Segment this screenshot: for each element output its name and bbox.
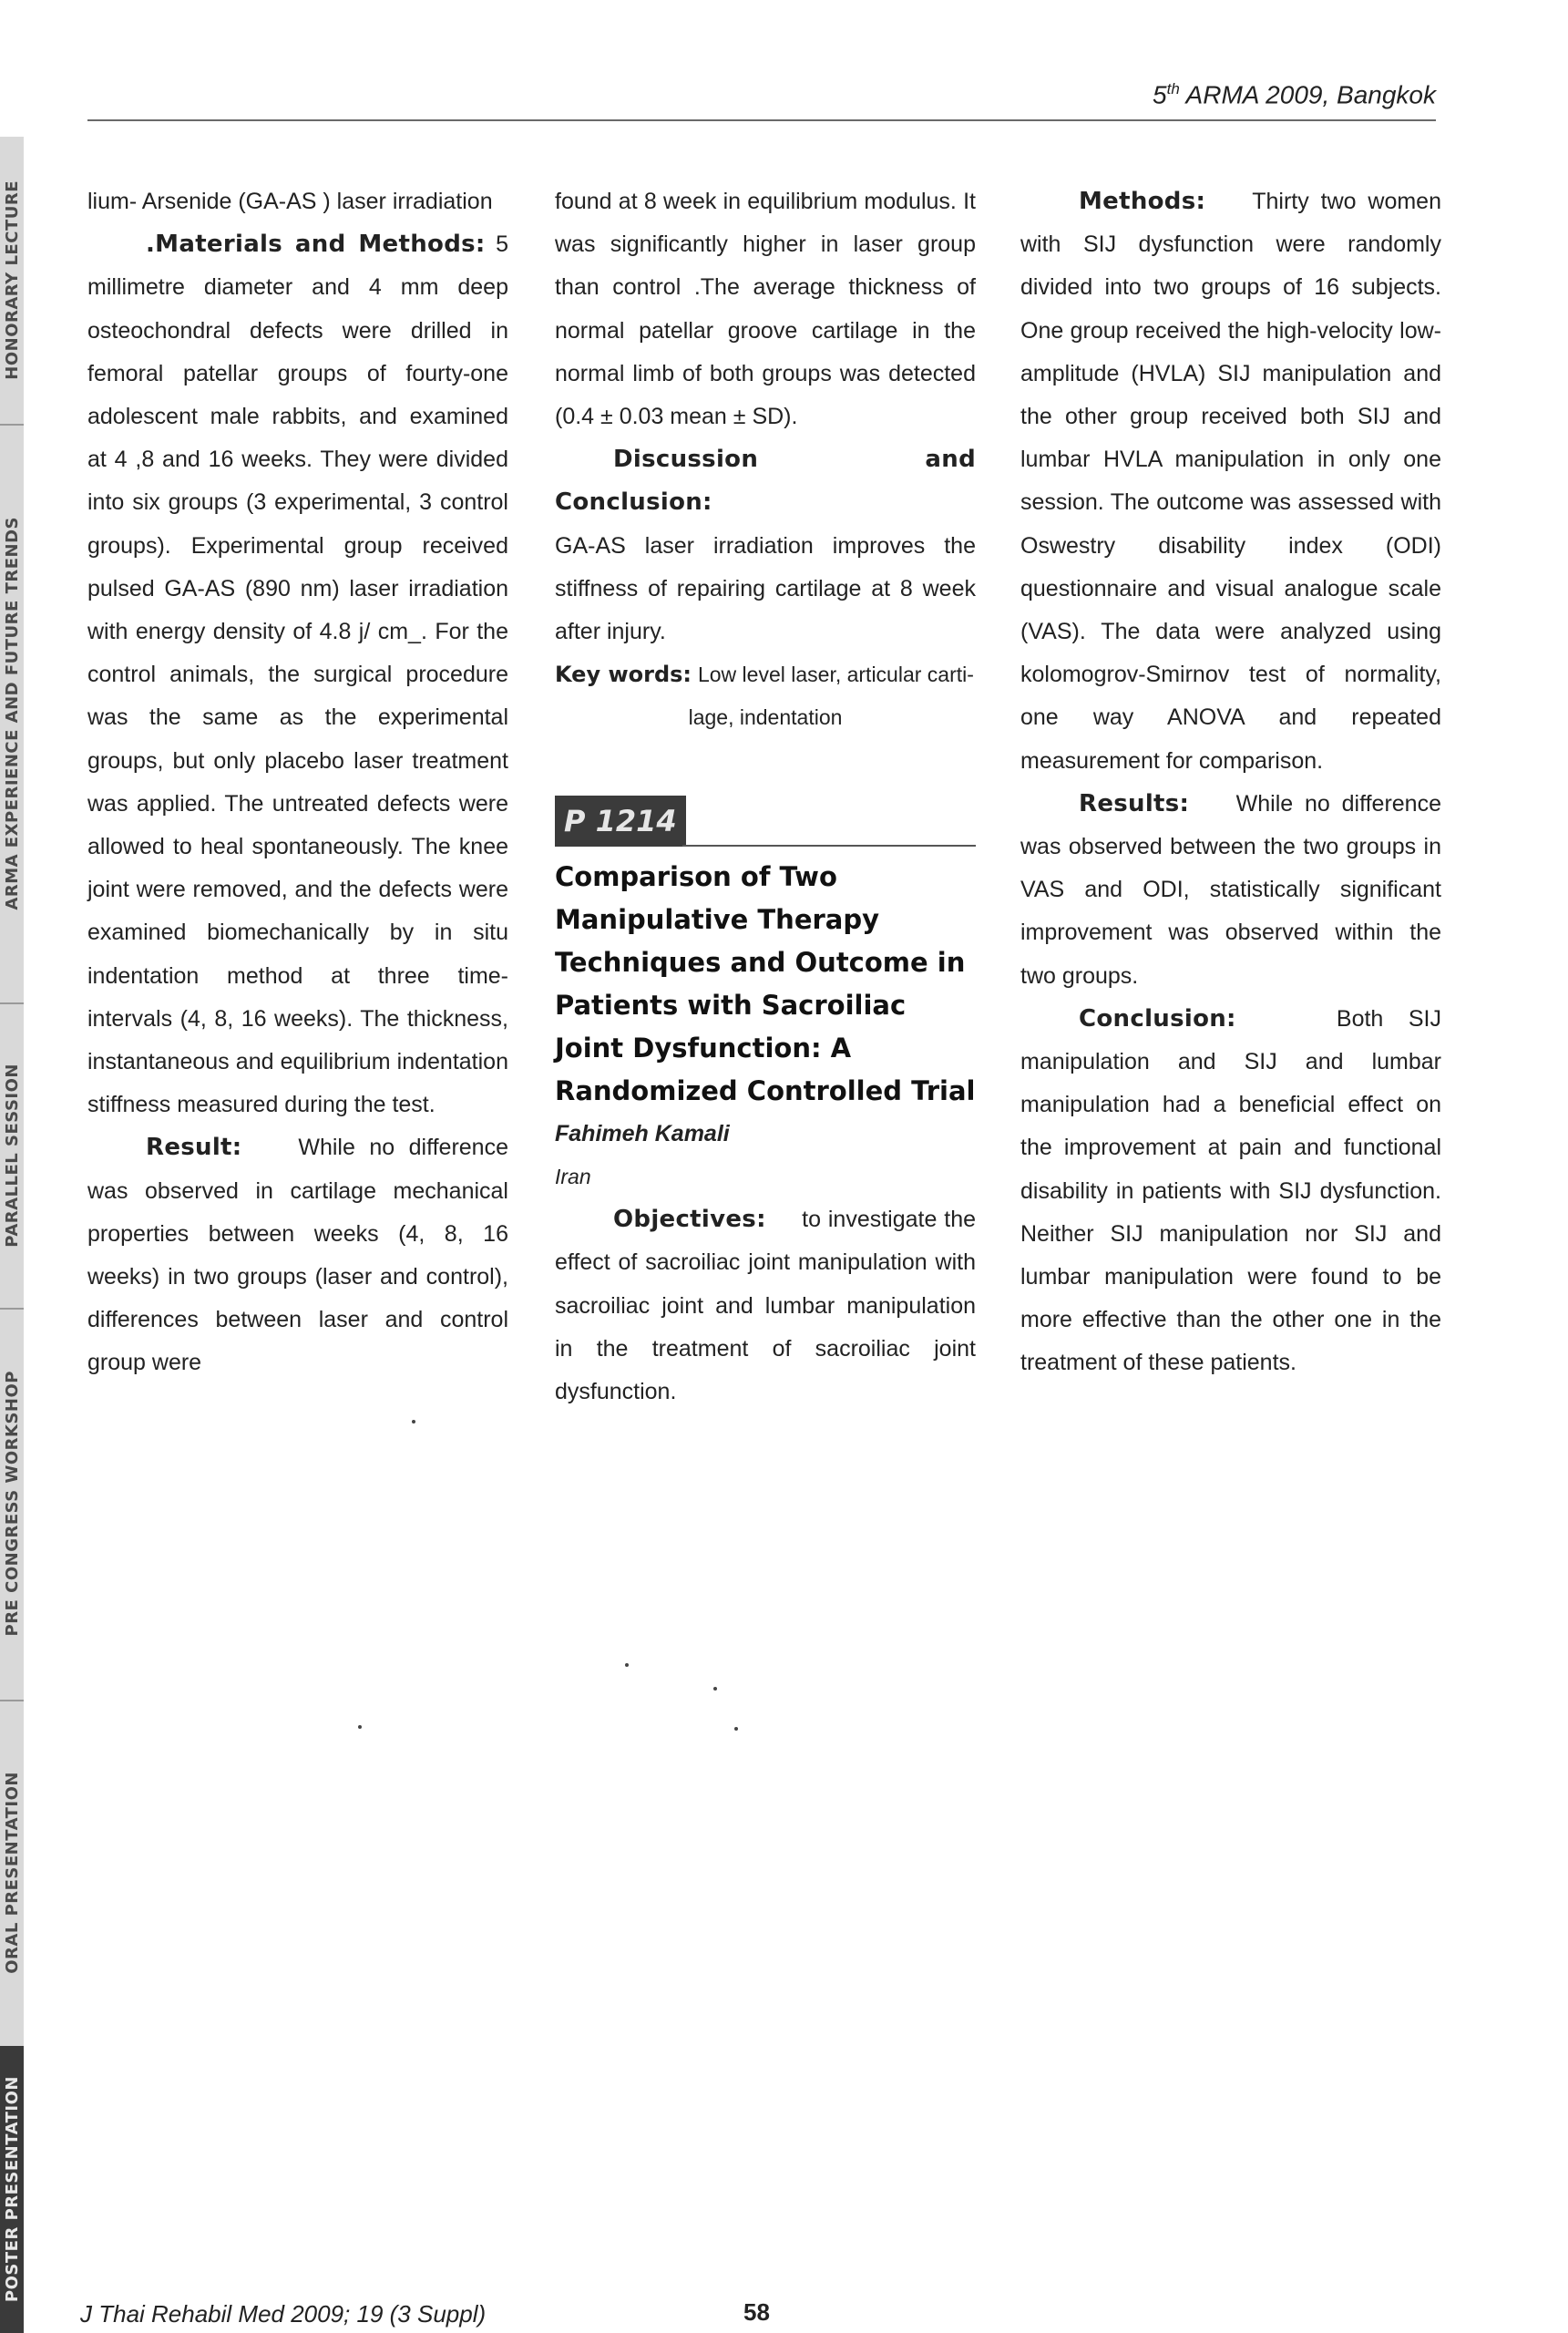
result-text: While no difference was observed in cartilage mechanical properties between weeks (4, 8, 16 weeks) in two groups (laser and control), differences between laser and control group were (87, 1135, 508, 1376)
scan-speck (713, 1687, 717, 1691)
methods2-text: Thirty two women with SIJ dysfunction were randomly divided into two groups of 16 subjects. One group received the high-velocity low-amplitude (HVLA) SIJ manipulation and the other group received both SIJ and lumbar HVLA manipulation in only one session. The outcome was assessed with Oswestry disability index (ODI) questionnaire and visual analogue scale (VAS). The data were analyzed using kolomogrov-Smirnov test of normality, one way ANOVA and repeated measurement for comparison. (1020, 189, 1441, 774)
conclusion-paragraph (1020, 998, 1441, 1385)
keywords-line1: Low level laser, articular carti- (697, 663, 974, 687)
objectives-heading: Objectives: (613, 1206, 766, 1234)
abstract-code-badge: P 1214 (555, 796, 686, 847)
methods-paragraph (87, 223, 508, 1126)
keywords-line2: lage, indentation (688, 705, 843, 730)
abstract-code-rule (682, 845, 976, 847)
author-name: Fahimeh Kamali (555, 1121, 730, 1147)
methods-heading: .Materials and Methods: (146, 231, 486, 259)
column-left (87, 180, 508, 1385)
objectives-paragraph (555, 1198, 976, 1413)
side-tab-poster-presentation: POSTER PRESENTATION (0, 2046, 24, 2333)
section-side-tabs (0, 137, 24, 2333)
results2-paragraph (1020, 783, 1441, 998)
journal-citation: J Thai Rehabil Med 2009; 19 (3 Suppl) (80, 2300, 487, 2328)
result-continued: found at 8 week in equilibrium modulus. It was significantly higher in laser group than control .The average thickness of normal patellar groove cartilage in the normal limb of both groups was detected (0.4 ± 0.03 mean ± SD). (555, 189, 976, 430)
side-tab-honorary-lecture: HONORARY LECTURE (0, 137, 24, 426)
running-header: 5th ARMA 2009, Bangkok (1153, 80, 1436, 109)
result-heading: Result: (146, 1134, 242, 1162)
keywords (555, 653, 976, 739)
methods2-heading: Methods: (1079, 188, 1206, 215)
page-number: 58 (743, 2298, 770, 2326)
discussion-text: GA-AS laser irradiation improves the stiffness of repairing cartilage at 8 week after injury. (555, 532, 976, 645)
column-right (1020, 180, 1441, 1385)
header-rule (87, 119, 1436, 121)
side-tab-parallel-session: PARALLEL SESSION (0, 1002, 24, 1310)
methods2-paragraph (1020, 180, 1441, 783)
objectives-text: to investigate the effect of sacroiliac joint manipulation with sacroiliac joint and lumbar manipulation in the treatment of sacroiliac joint dysfunction. (555, 1207, 977, 1405)
side-tab-arma-experience: ARMA EXPERIENCE AND FUTURE TRENDS (0, 424, 24, 1004)
results2-heading: Results: (1079, 789, 1190, 817)
result-paragraph (87, 1126, 508, 1384)
abstract-title: Comparison of Two Manipulative Therapy Techniques and Outcome in Patients with Sacroiliac Joint Dysfunction: A Randomized Controlled Trial (555, 861, 976, 1107)
scan-speck (412, 1420, 415, 1423)
side-tab-oral-presentation: ORAL PRESENTATION (0, 1700, 24, 2048)
scan-speck (358, 1725, 362, 1729)
conclusion-text: Both SIJ manipulation and SIJ and lumbar manipulation had a beneficial effect on the improvement at pain and functional disability in patients with SIJ dysfunction. Neither SIJ manipulation nor SIJ and lumbar manipulation were found to be more effective than the other one in the treatment of these patients. (1020, 1005, 1441, 1376)
results2-text: While no difference was observed between the two groups in VAS and ODI, statistically significant improvement was observed within the two groups. (1020, 790, 1441, 989)
discussion-heading-line (555, 438, 976, 524)
scan-speck (625, 1663, 629, 1667)
conclusion-heading: Conclusion: (1079, 1004, 1236, 1033)
methods-text: 5 millimetre diameter and 4 mm deep osteochondral defects were drilled in femoral patellar groups of fourty-one adolescent male rabbits, and examined at 4 ,8 and 16 weeks. They were divided into six groups (3 experimental, 3 control groups). Experimental group received pulsed GA-AS (890 nm) laser irradiation with energy density of 4.8 j/ cm_. For the control animals, the surgical procedure was the same as the experimental groups, but only placebo laser treatment was applied. The untreated defects were allowed to heal spontaneously. The knee joint were removed, and the defects were examined biomechanically by in situ indentation method at three time- intervals (4, 8, 16 weeks). The thickness, instantaneous and equilibrium indentation stiffness measured during the test. (87, 231, 508, 1118)
scan-speck (734, 1727, 738, 1731)
author-country: Iran (555, 1165, 591, 1189)
intro-tail: lium- Arsenide (GA-AS ) laser irradiation (87, 189, 493, 214)
side-tab-pre-congress-workshop: PRE CONGRESS WORKSHOP (0, 1308, 24, 1701)
column-middle (555, 180, 976, 1413)
abstract-code-row (555, 796, 976, 850)
keywords-label: Key words: (555, 662, 692, 688)
discussion-heading: Discussion and Conclusion: (555, 446, 976, 517)
